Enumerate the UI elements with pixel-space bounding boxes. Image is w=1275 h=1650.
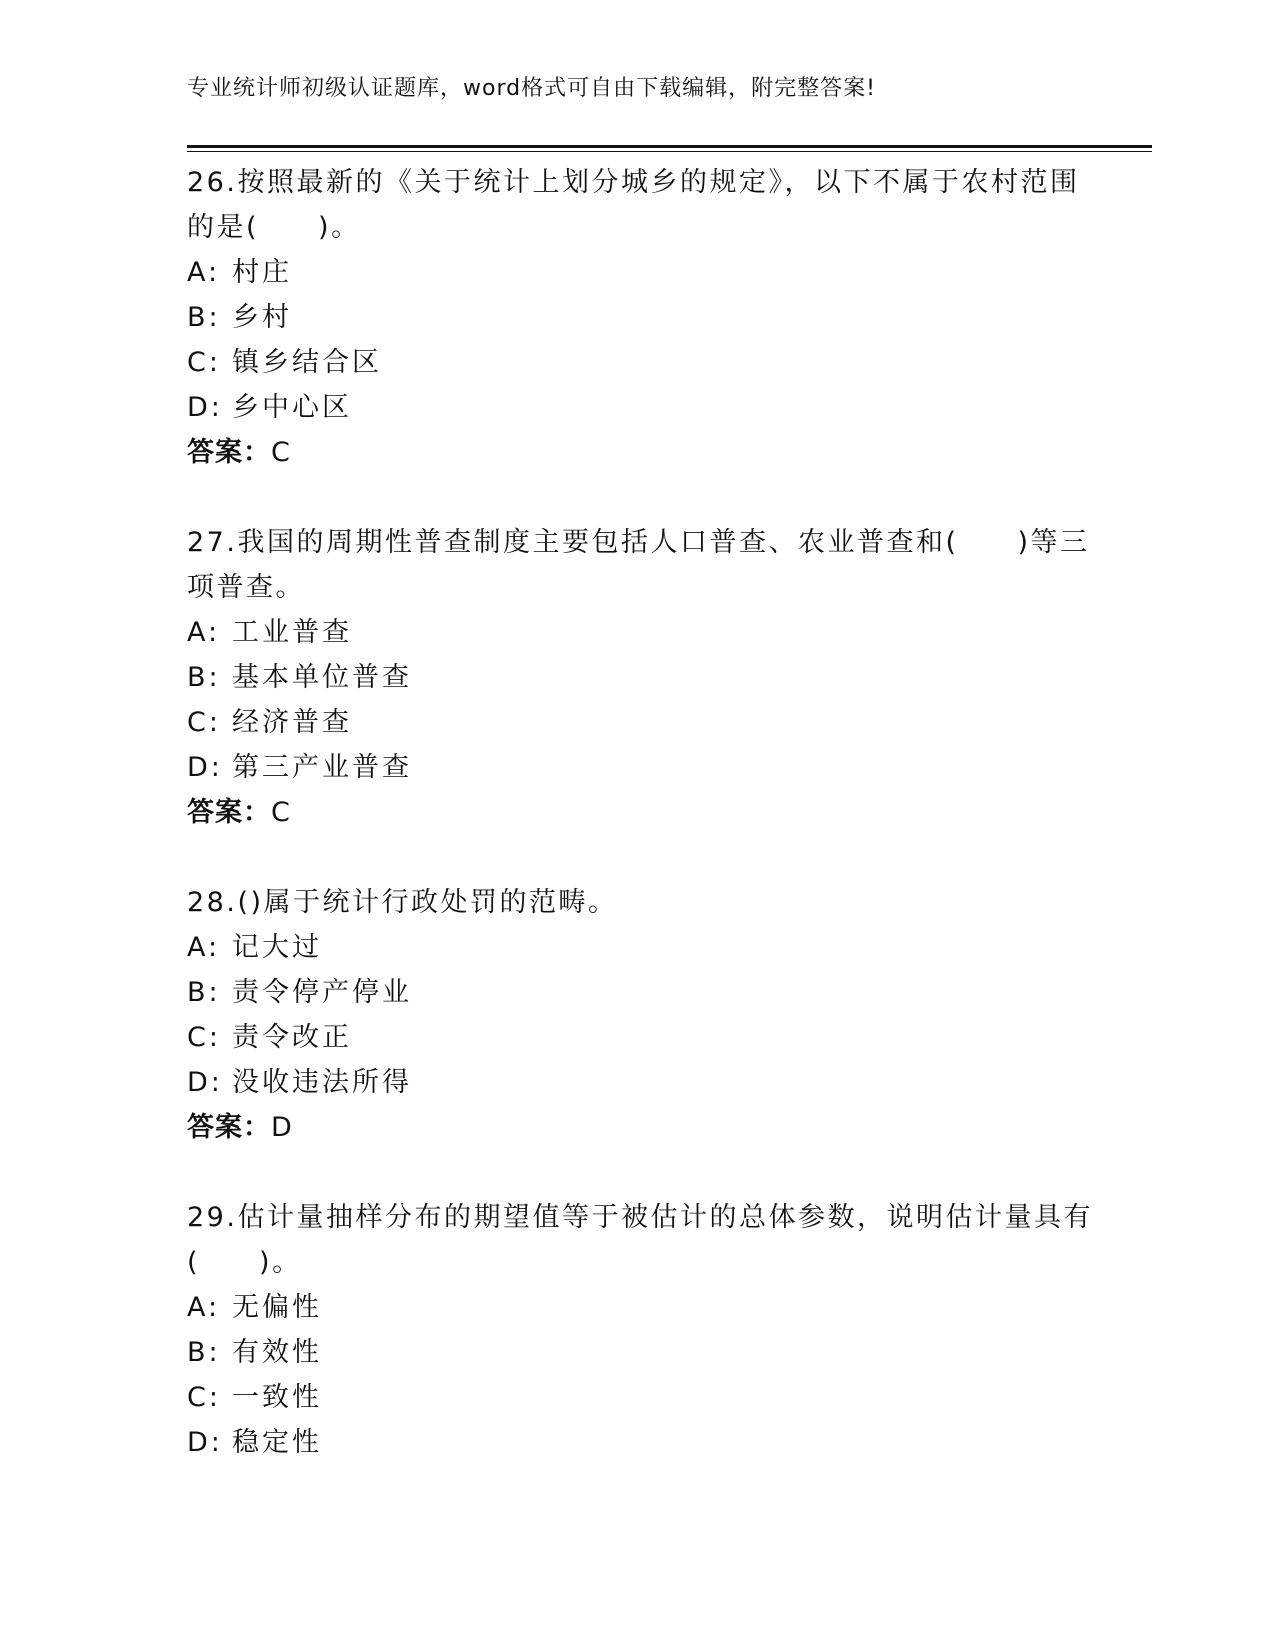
option-key: B: <box>187 1337 221 1368</box>
option-b <box>187 1330 1087 1375</box>
option-c <box>187 1375 1087 1420</box>
option-b <box>187 655 1087 700</box>
option-key: A: <box>187 617 221 648</box>
option-key: B: <box>187 977 221 1008</box>
option-key: D: <box>187 1067 223 1098</box>
option-d <box>187 1060 1087 1105</box>
header-rule-thin <box>187 151 1152 152</box>
option-text: 第三产业普查 <box>232 752 412 783</box>
answer-line <box>187 1105 1087 1150</box>
option-key: B: <box>187 302 221 333</box>
option-text: 经济普查 <box>232 707 352 738</box>
answer-label: 答案： <box>187 1112 271 1143</box>
option-key: D: <box>187 392 223 423</box>
option-d <box>187 1420 1087 1465</box>
question-text-line: 28.()属于统计行政处罚的范畴。 <box>187 887 618 918</box>
question-text-line: 27.我国的周期性普查制度主要包括人口普查、农业普查和( )等三 <box>187 527 1090 558</box>
option-text: 记大过 <box>232 932 322 963</box>
question-27 <box>187 520 1090 835</box>
option-a <box>187 250 1087 295</box>
option-key: D: <box>187 1427 223 1458</box>
option-text: 基本单位普查 <box>232 662 412 693</box>
answer-value: C <box>271 797 291 828</box>
option-key: A: <box>187 1292 221 1323</box>
option-key: B: <box>187 662 221 693</box>
question-text-line: ( )。 <box>187 1247 302 1278</box>
option-text: 乡中心区 <box>232 392 352 423</box>
option-key: A: <box>187 932 221 963</box>
option-key: C: <box>187 707 221 738</box>
option-c <box>187 700 1087 745</box>
question-text-line: 29.估计量抽样分布的期望值等于被估计的总体参数，说明估计量具有 <box>187 1202 1093 1233</box>
answer-value: D <box>271 1112 293 1143</box>
answer-line <box>187 430 1087 475</box>
option-text: 乡村 <box>232 302 292 333</box>
answer-value: C <box>271 437 291 468</box>
option-a <box>187 1285 1087 1330</box>
option-key: A: <box>187 257 221 288</box>
answer-label: 答案： <box>187 797 271 828</box>
option-b <box>187 970 1087 1015</box>
option-text: 无偏性 <box>232 1292 322 1323</box>
option-d <box>187 385 1087 430</box>
header-rule-thick <box>187 145 1152 148</box>
question-text-line: 26.按照最新的《关于统计上划分城乡的规定》，以下不属于农村范围 <box>187 167 1080 198</box>
question-28 <box>187 880 1087 1150</box>
option-text: 责令改正 <box>232 1022 352 1053</box>
option-text: 村庄 <box>232 257 292 288</box>
option-key: C: <box>187 1382 221 1413</box>
option-text: 工业普查 <box>232 617 352 648</box>
answer-line <box>187 790 1087 835</box>
page-header: 专业统计师初级认证题库，word格式可自由下载编辑，附完整答案! <box>187 76 876 101</box>
option-text: 有效性 <box>232 1337 322 1368</box>
question-text-line: 项普查。 <box>187 572 305 603</box>
option-text: 没收违法所得 <box>232 1067 412 1098</box>
question-26 <box>187 160 1087 475</box>
option-text: 责令停产停业 <box>232 977 412 1008</box>
option-b <box>187 295 1087 340</box>
option-key: C: <box>187 1022 221 1053</box>
option-d <box>187 745 1087 790</box>
option-text: 镇乡结合区 <box>232 347 382 378</box>
option-text: 稳定性 <box>232 1427 322 1458</box>
option-key: D: <box>187 752 223 783</box>
option-c <box>187 340 1087 385</box>
question-29 <box>187 1195 1093 1465</box>
question-list <box>187 160 1093 1465</box>
answer-label: 答案： <box>187 437 271 468</box>
option-text: 一致性 <box>232 1382 322 1413</box>
question-text-line: 的是( )。 <box>187 212 361 243</box>
option-c <box>187 1015 1087 1060</box>
option-a <box>187 925 1087 970</box>
option-key: C: <box>187 347 221 378</box>
option-a <box>187 610 1087 655</box>
